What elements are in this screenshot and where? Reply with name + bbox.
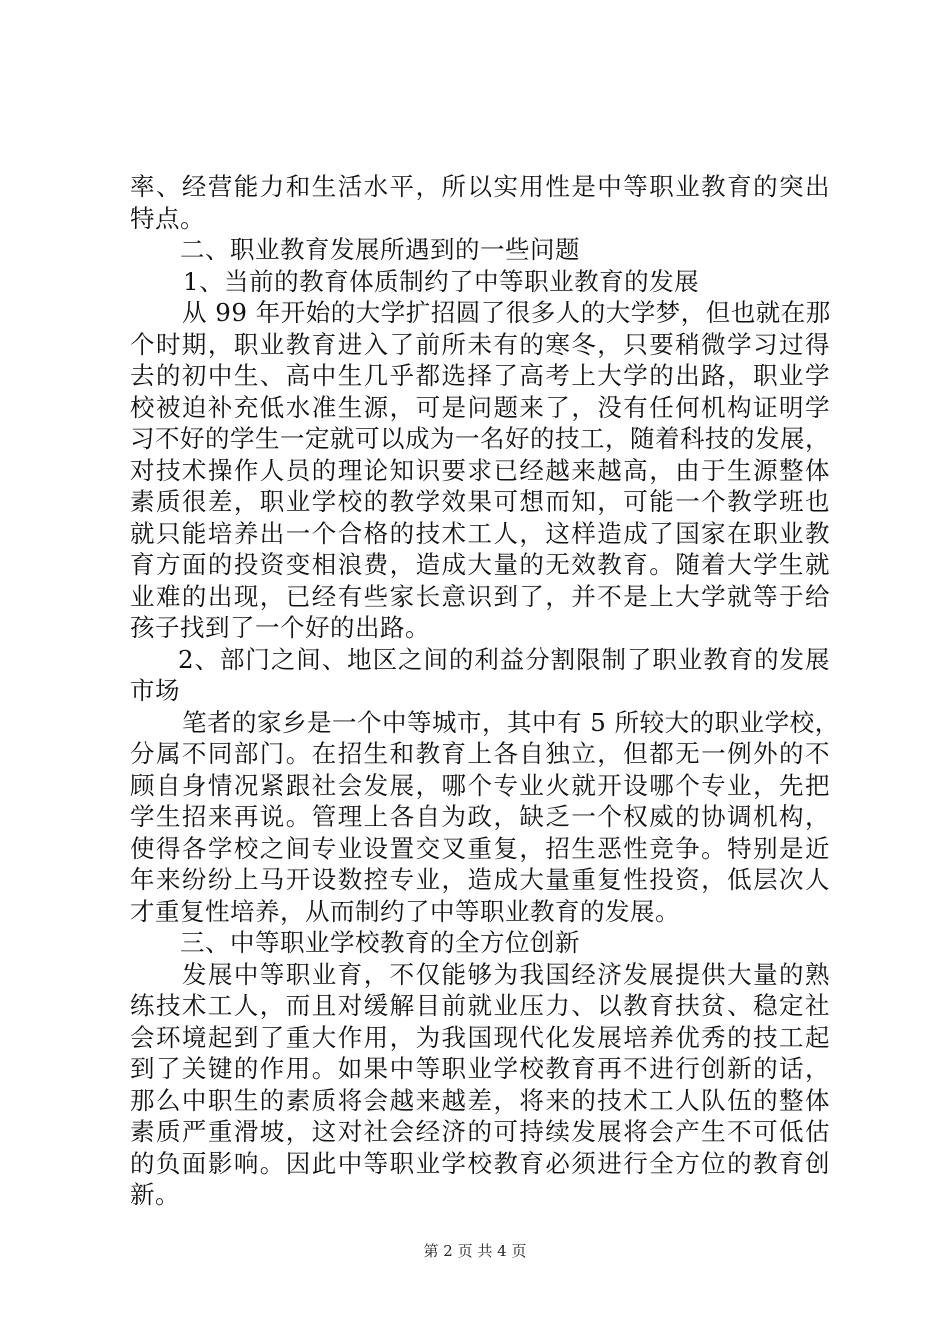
paragraph-first-line: 笔者的家乡是一个中等城市，其中有 5 所较大的职业学校， [182,707,840,737]
body-line: 新。 [130,1180,180,1209]
body-line: 练技术工人，而且对缓解目前就业压力、以教育扶贫、稳定社 [130,991,830,1020]
subsection-heading: 2、部门之间、地区之间的利益分割限制了职业教育的发展 [178,644,830,674]
body-line: 率、经营能力和生活水平，所以实用性是中等职业教育的突出 [130,172,830,201]
body-line: 对技术操作人员的理论知识要求已经越来越高，由于生源整体 [130,455,830,485]
body-line: 育方面的投资变相浪费，造成大量的无效教育。随着大学生就 [130,550,830,579]
body-line: 校被迫补充低水准生源，可是问题来了，没有任何机构证明学 [130,392,830,422]
body-line: 素质严重滑坡，这对社会经济的可持续发展将会产生不可低估 [130,1117,830,1146]
body-line: 使得各学校之间专业设置交叉重复，招生恶性竞争。特别是近 [130,833,830,863]
body-line: 市场 [130,676,180,705]
body-line: 到了关键的作用。如果中等职业学校教育再不进行创新的话， [130,1054,830,1083]
body-line: 习不好的学生一定就可以成为一名好的技工，随着科技的发展， [130,424,830,453]
page-number-footer: 第 2 页 共 4 页 [423,1242,527,1260]
body-line: 业难的出现，已经有些家长意识到了，并不是上大学就等于给 [130,581,830,611]
paragraph-first-line: 发展中等职业育，不仅能够为我国经济发展提供大量的熟 [182,959,830,989]
body-line: 的负面影响。因此中等职业学校教育必须进行全方位的教育创 [130,1148,830,1178]
body-line: 素质很差，职业学校的教学效果可想而知，可能一个教学班也 [130,487,830,516]
body-line: 特点。 [130,203,205,233]
body-line: 个时期，职业教育进入了前所未有的寒冬，只要稍微学习过得 [130,329,830,359]
body-line: 孩子找到了一个好的出路。 [130,613,430,642]
body-line: 去的初中生、高中生几乎都选择了高考上大学的出路，职业学 [130,361,830,390]
body-line: 那么中职生的素质将会越来越差，将来的技术工人队伍的整体 [130,1085,830,1115]
body-line: 年来纷纷上马开设数控专业，造成大量重复性投资，低层次人 [130,865,830,894]
body-line: 才重复性培养，从而制约了中等职业教育的发展。 [130,896,680,926]
section-heading: 二、职业教育发展所遇到的一些问题 [180,235,580,264]
body-line: 就只能培养出一个合格的技术工人，这样造成了国家在职业教 [130,518,830,548]
body-line: 分属不同部门。在招生和教育上各自独立，但都无一例外的不 [130,739,830,768]
paragraph-first-line: 从 99 年开始的大学扩招圆了很多人的大学梦，但也就在那 [182,298,831,327]
body-line: 会环境起到了重大作用，为我国现代化发展培养优秀的技工起 [130,1022,830,1052]
document-body [130,171,840,1211]
body-line: 顾自身情况紧跟社会发展，哪个专业火就开设哪个专业，先把 [130,770,830,800]
subsection-heading: 1、当前的教育体质制约了中等职业教育的发展 [183,266,700,296]
section-heading: 三、中等职业学校教育的全方位创新 [180,928,580,957]
body-line: 学生招来再说。管理上各自为政，缺乏一个权威的协调机构， [130,802,830,831]
